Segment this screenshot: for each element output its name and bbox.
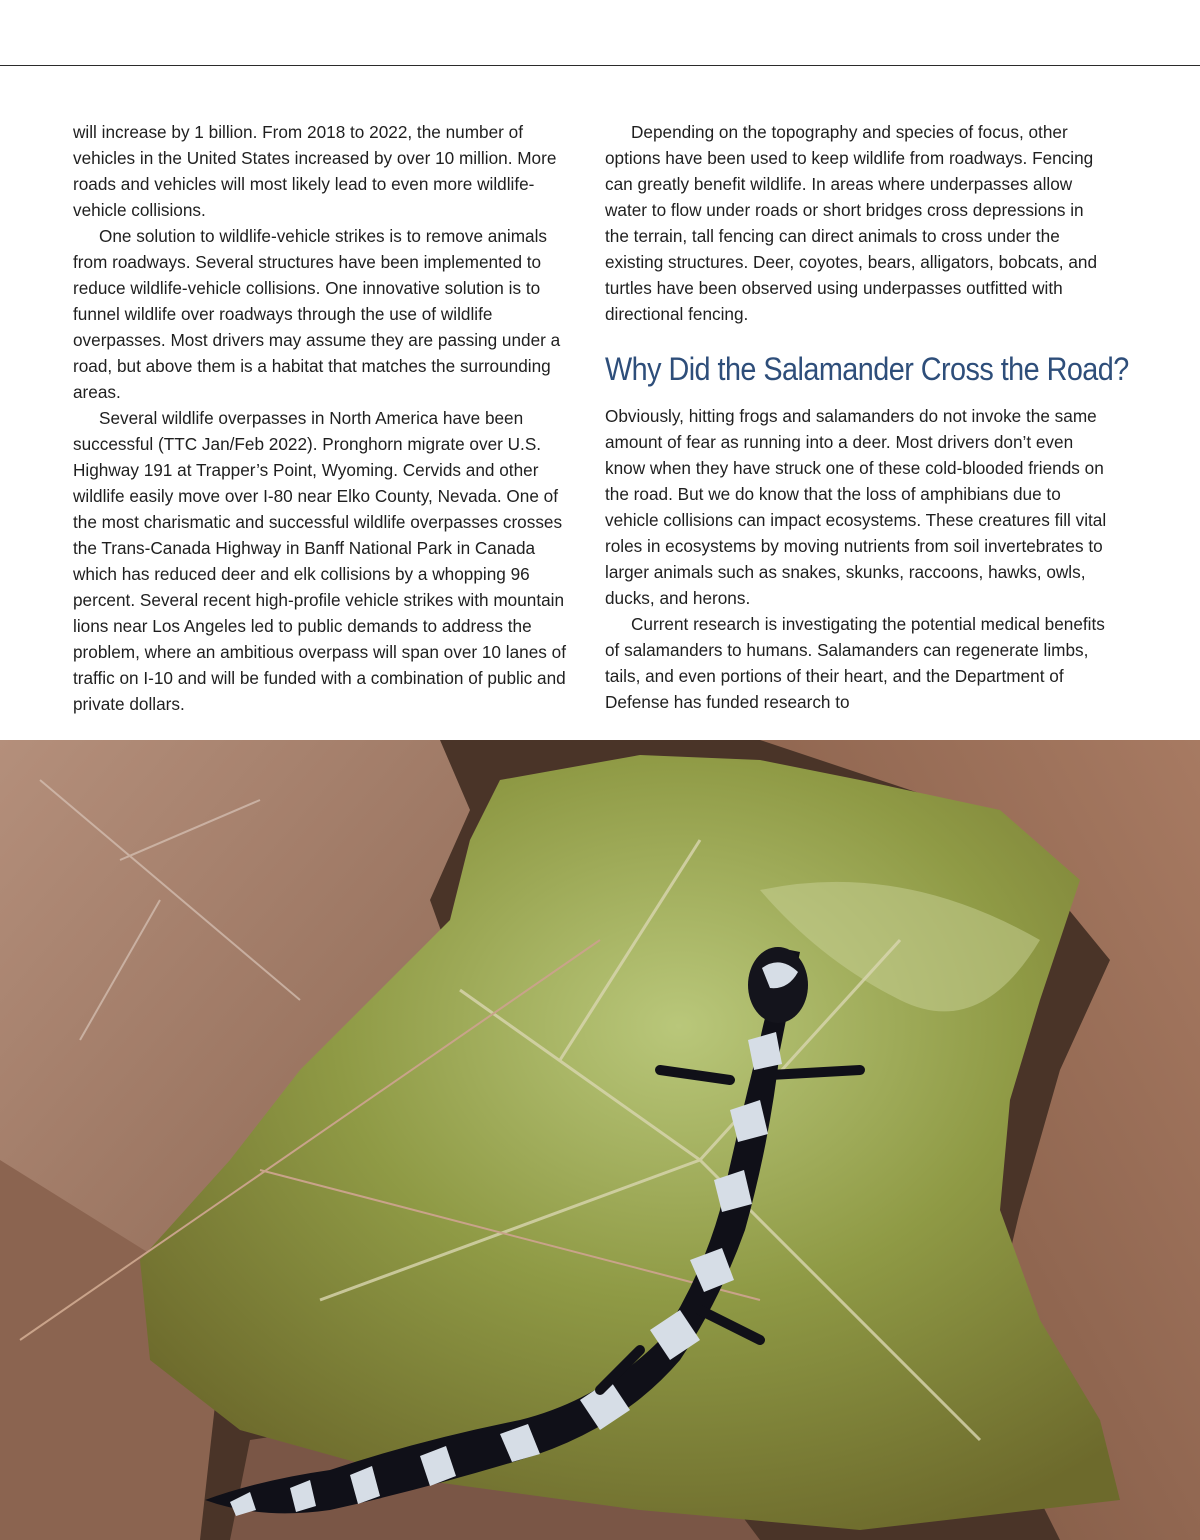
paragraph: Obviously, hitting frogs and salamanders do not invoke the same amount of fear as running into a deer. Most drivers don’t even know when they have struck one of these cold-blooded friends on the road. But we do know that the loss of amphibians due to vehicle collisions can impact ecosystems. These creatures fill vital roles in ecosystems by moving nutrients from soil invertebrates to larger animals such as snakes, skunks, raccoons, hawks, owls, ducks, and herons. [605,406,1107,608]
paragraph: will increase by 1 billion. From 2018 to 2022, the number of vehicles in the United States increased by over 10 million. More roads and vehicles will most likely lead to even more wildlife-vehicle collisions. [73,122,557,220]
salamander-photo [0,740,1200,1540]
header-rule [0,65,1200,66]
section-heading: Why Did the Salamander Cross the Road? [605,351,1129,387]
right-column [605,119,1129,715]
paragraph: One solution to wildlife-vehicle strikes is to remove animals from roadways. Several structures have been implemented to reduce wildlife-vehicle collisions. One innovative solution is to funnel wildlife over roadways through the use of wildlife overpasses. Most drivers may assume they are passing under a road, but above them is a habitat that matches the surrounding areas. [73,226,561,402]
paragraph: Several wildlife overpasses in North America have been successful (TTC Jan/Feb 2022). Pronghorn migrate over U.S. Highway 191 at Trapper’s Point, Wyoming. Cervids and other wildlife easily move over I-80 near Elko County, Nevada. One of the most charismatic and successful wildlife overpasses crosses the Trans-Canada Highway in Banff National Park in Canada which has reduced deer and elk collisions by a whopping 96 percent. Several recent high-profile vehicle strikes with mountain lions near Los Angeles led to public demands to address the problem, where an ambitious overpass will span over 10 lanes of traffic on I-10 and will be funded with a combination of public and private dollars. [73,408,566,714]
left-column [73,119,568,717]
paragraph: Depending on the topography and species of focus, other options have been used to keep wildlife from roadways. Fencing can greatly benefit wildlife. In areas where underpasses allow water to flow under roads or short bridges cross depressions in the terrain, tall fencing can direct animals to cross under the existing structures. Deer, coyotes, bears, alligators, bobcats, and turtles have been observed using underpasses outfitted with directional fencing. [605,122,1097,324]
paragraph: Current research is investigating the potential medical benefits of salamanders to humans. Salamanders can regenerate limbs, tails, and even portions of their heart, and the Department of Defense has funded research to [605,614,1105,712]
